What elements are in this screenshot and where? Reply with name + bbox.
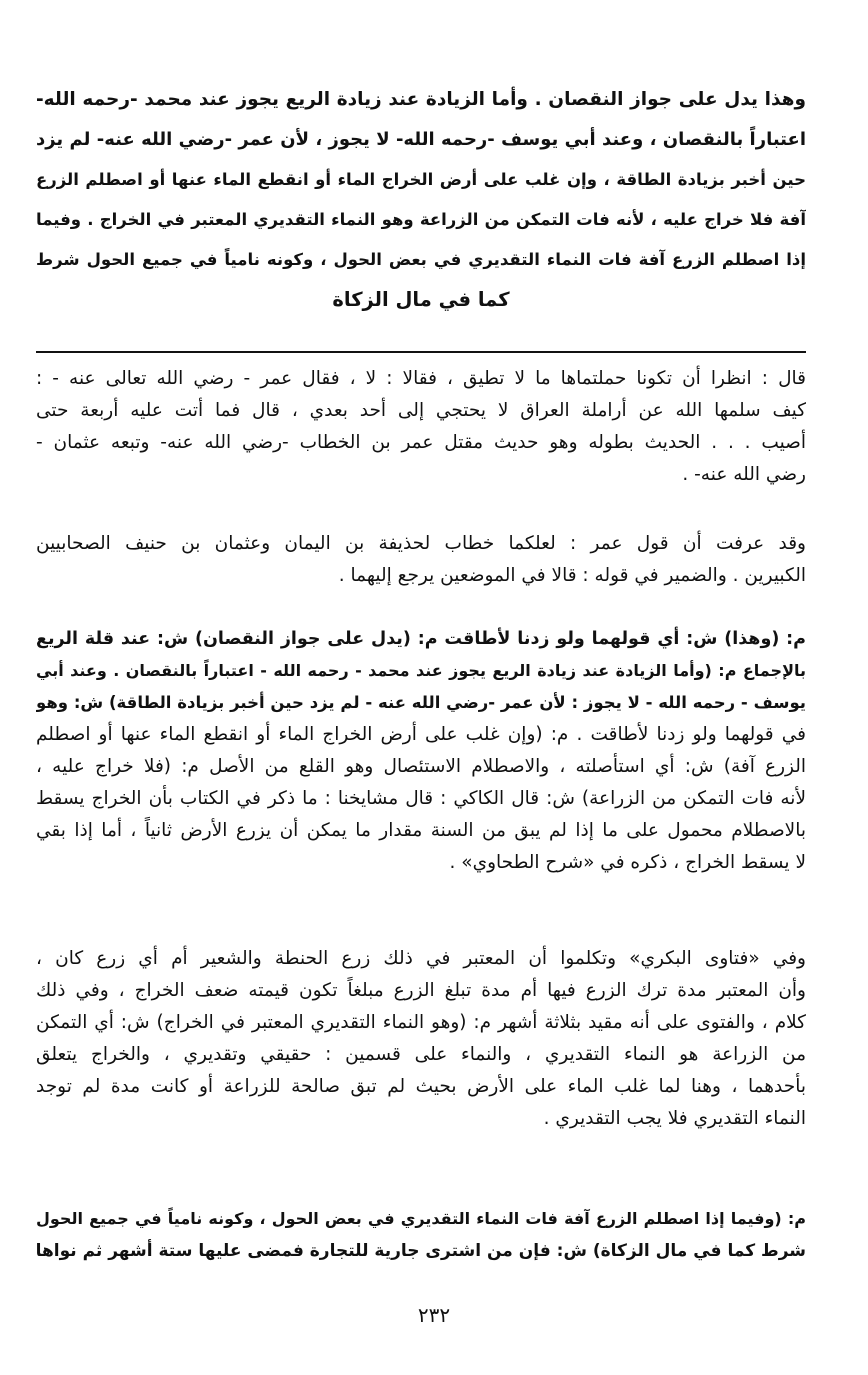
main-line-1: وهذا يدل على جواز النقصان . وأما الزيادة عند زيادة الريع يجوز عند محمد -رحمه الله-: [36, 89, 806, 110]
text-line: رضي الله عنه- .: [682, 464, 806, 485]
text-line: م: (وفيما إذا اصطلم الزرع آفة فات النماء التقديري في بعض الحول ، وكونه نامياً في جميع الحول: [36, 1209, 806, 1228]
text-line: بالاصطلام محمول على ما إذا لم يبق من السنة مقدار ما يمكن أن يزرع الأرض ثانياً ، أما إذا بقي: [36, 820, 806, 841]
text-line: يوسف - رحمه الله - لا يجوز : لأن عمر -رضي الله عنه - لم يزد حين أخبر بزيادة الطاقة) ش: وهو: [36, 693, 806, 712]
text-line: الزرع آفة) ش: أي استأصلته ، والاصطلام الاستئصال وهو القلع من الأصل م: (فلا خراج عليه ،: [36, 756, 806, 777]
text-line: كلام ، والفتوى على أنه مقيد بثلاثة أشهر م: (وهو النماء التقديري المعتبر في الخراج) ش: أي التمكن: [36, 1012, 806, 1033]
main-line-6: كما في مال الزكاة: [332, 288, 510, 311]
commentary-paragraph-1: [36, 363, 806, 491]
text-line: م: (وهذا) ش: أي قولهما ولو زدنا لأطاقت م: (يدل على جواز النقصان) ش: عند قلة الريع: [36, 629, 806, 649]
text-line: الكبيرين . والضمير في قوله : قالا في الموضعين يرجع إليهما .: [338, 565, 806, 586]
text-line: بالإجماع م: (وأما الزيادة عند زيادة الريع يجوز عند محمد - رحمه الله - اعتباراً بالنقصان . وعند أبي: [36, 661, 806, 680]
text-line: النماء التقديري فلا يجب التقديري .: [543, 1108, 806, 1129]
main-line-5: إذا اصطلم الزرع آفة فات النماء التقديري في بعض الحول ، وكونه نامياً في جميع الحول شرط: [36, 250, 806, 269]
text-line: وفي «فتاوى البكري» وتكلموا أن المعتبر في ذلك زرع الحنطة والشعير أم أي زرع كان ،: [36, 948, 806, 969]
commentary-paragraph-5: [36, 1203, 806, 1267]
text-line: في قولهما ولو زدنا لأطاقت . م: (وإن غلب على أرض الخراج الماء أو انقطع الماء عنها أو اصطلم: [36, 724, 806, 745]
text-line: من الزراعة هو النماء التقديري ، والنماء على قسمين : حقيقي وتقديري ، والخراج يتعلق: [36, 1044, 806, 1065]
separator-rule: [36, 351, 806, 353]
commentary-paragraph-4: [36, 943, 806, 1135]
main-text: [36, 80, 806, 320]
text-line: وقد عرفت أن قول عمر : لعلكما خطاب لحذيفة بن اليمان وعثمان بن حنيف الصحابيين: [36, 533, 806, 554]
page-number: ٢٣٢: [417, 1303, 451, 1327]
main-line-4: آفة فلا خراج عليه ، لأنه فات التمكن من الزراعة وهو النماء التقديري المعتبر في الخراج . وفيما: [36, 210, 806, 229]
text-line: لأنه فات التمكن من الزراعة) ش: قال الكاكي : قال مشايخنا : ما ذكر في الكتاب بأن الخراج يسقط: [36, 788, 806, 809]
commentary-paragraph-2: [36, 528, 806, 592]
commentary-paragraph-3: [36, 623, 806, 879]
text-line: كيف سلمها الله عن أراملة العراق لا يحتجي إلى أحد بعدي ، قال فما أتت عليه أربعة حتى: [36, 400, 806, 421]
text-line: لا يسقط الخراج ، ذكره في «شرح الطحاوي» .: [449, 852, 806, 873]
text-line: شرط كما في مال الزكاة) ش: فإن من اشترى جارية للتجارة فمضى عليها ستة أشهر ثم نواها: [36, 1241, 806, 1261]
text-line: أصيب . . . الحديث بطوله وهو حديث مقتل عمر بن الخطاب -رضي الله عنه- وتبعه عثمان -: [36, 432, 806, 453]
text-line: وأن المعتبر مدة ترك الزرع فيها أم مدة تبلغ الزرع مبلغاً تكون قيمته ضعف الخراج ، وفي ذلك: [36, 980, 806, 1001]
text-line: بأحدهما ، وهنا لما غلب الماء على الأرض بحيث لم تبق صالحة للزراعة أو كانت مدة لم توجد: [36, 1076, 806, 1097]
text-line: قال : انظرا أن تكونا حملتماها ما لا تطيق ، فقالا : لا ، فقال عمر - رضي الله تعالى عنه - :: [36, 368, 806, 389]
main-line-2: اعتباراً بالنقصان ، وعند أبي يوسف -رحمه الله- لا يجوز ، لأن عمر -رضي الله عنه- لم يزد: [36, 129, 806, 150]
main-line-3: حين أخبر بزيادة الطاقة ، وإن غلب على أرض الخراج الماء أو انقطع الماء عنها أو اصطلم الزرع: [36, 170, 806, 189]
